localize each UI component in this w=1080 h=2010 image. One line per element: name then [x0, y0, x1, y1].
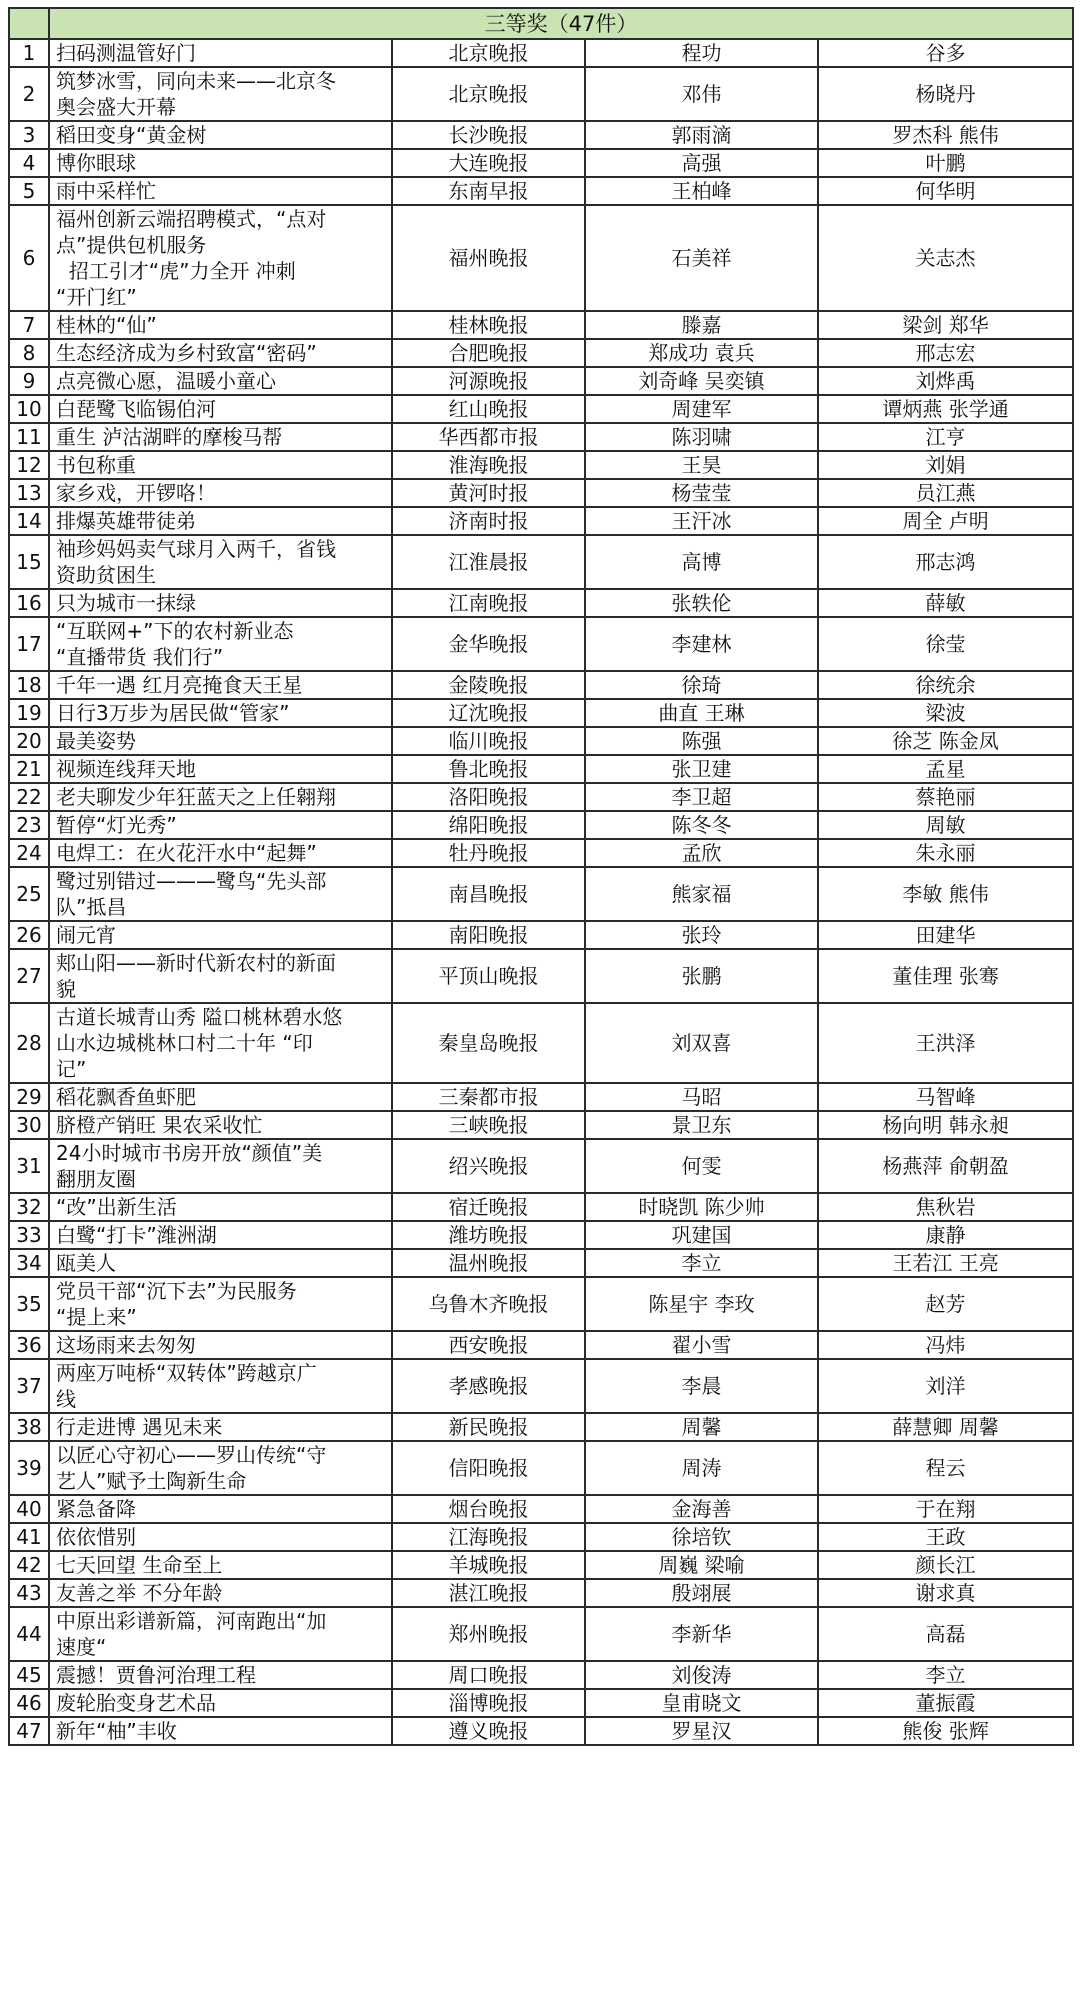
newspaper-name: 三峡晚报 — [392, 1111, 585, 1139]
editor-name: 谷多 — [818, 39, 1073, 67]
work-title: 24小时城市书房开放“颜值”美 翻朋友圈 — [49, 1139, 392, 1193]
table-row — [9, 339, 1073, 367]
author-name: 陈强 — [585, 727, 818, 755]
newspaper-name: 合肥晚报 — [392, 339, 585, 367]
editor-name: 孟星 — [818, 755, 1073, 783]
work-title: 雨中采样忙 — [49, 177, 392, 205]
editor-name: 徐芝 陈金凤 — [818, 727, 1073, 755]
table-row — [9, 949, 1073, 1003]
table-row — [9, 1139, 1073, 1193]
newspaper-name: 金陵晚报 — [392, 671, 585, 699]
author-name: 皇甫晓文 — [585, 1689, 818, 1717]
editor-name: 康静 — [818, 1221, 1073, 1249]
author-name: 罗星汉 — [585, 1717, 818, 1745]
table-row — [9, 1221, 1073, 1249]
editor-name: 杨晓丹 — [818, 67, 1073, 121]
table-row — [9, 1607, 1073, 1661]
row-number: 24 — [9, 839, 49, 867]
work-title: 袖珍妈妈卖气球月入两千，省钱 资助贫困生 — [49, 535, 392, 589]
table-row — [9, 67, 1073, 121]
work-title: 暂停“灯光秀” — [49, 811, 392, 839]
row-number: 44 — [9, 1607, 49, 1661]
award-table — [8, 7, 1074, 1746]
newspaper-name: 华西都市报 — [392, 423, 585, 451]
author-name: 张卫建 — [585, 755, 818, 783]
row-number: 8 — [9, 339, 49, 367]
row-number: 38 — [9, 1413, 49, 1441]
author-name: 杨莹莹 — [585, 479, 818, 507]
author-name: 王汗冰 — [585, 507, 818, 535]
newspaper-name: 淮海晚报 — [392, 451, 585, 479]
work-title: 两座万吨桥“双转体”跨越京广 线 — [49, 1359, 392, 1413]
newspaper-name: 江淮晨报 — [392, 535, 585, 589]
table-row — [9, 1359, 1073, 1413]
work-title: 依依惜别 — [49, 1523, 392, 1551]
work-title: 脐橙产销旺 果农采收忙 — [49, 1111, 392, 1139]
editor-name: 罗杰科 熊伟 — [818, 121, 1073, 149]
author-name: 郭雨滴 — [585, 121, 818, 149]
newspaper-name: 新民晚报 — [392, 1413, 585, 1441]
table-row — [9, 177, 1073, 205]
newspaper-name: 温州晚报 — [392, 1249, 585, 1277]
author-name: 程功 — [585, 39, 818, 67]
work-title: 扫码测温管好门 — [49, 39, 392, 67]
newspaper-name: 平顶山晚报 — [392, 949, 585, 1003]
table-row — [9, 839, 1073, 867]
row-number: 43 — [9, 1579, 49, 1607]
work-title: 党员干部“沉下去”为民服务 “提上来” — [49, 1277, 392, 1331]
work-title: 视频连线拜天地 — [49, 755, 392, 783]
table-row — [9, 423, 1073, 451]
row-number: 13 — [9, 479, 49, 507]
newspaper-name: 长沙晚报 — [392, 121, 585, 149]
work-title: 白琵鹭飞临锡伯河 — [49, 395, 392, 423]
editor-name: 邢志宏 — [818, 339, 1073, 367]
editor-name: 高磊 — [818, 1607, 1073, 1661]
editor-name: 江亨 — [818, 423, 1073, 451]
newspaper-name: 东南早报 — [392, 177, 585, 205]
table-row — [9, 755, 1073, 783]
table-row — [9, 1717, 1073, 1745]
table-row — [9, 727, 1073, 755]
row-number: 28 — [9, 1003, 49, 1083]
row-number: 47 — [9, 1717, 49, 1745]
editor-name: 程云 — [818, 1441, 1073, 1495]
newspaper-name: 江海晚报 — [392, 1523, 585, 1551]
editor-name: 梁剑 郑华 — [818, 311, 1073, 339]
editor-name: 李立 — [818, 1661, 1073, 1689]
author-name: 陈羽啸 — [585, 423, 818, 451]
author-name: 周建军 — [585, 395, 818, 423]
editor-name: 杨向明 韩永昶 — [818, 1111, 1073, 1139]
work-title: 博你眼球 — [49, 149, 392, 177]
newspaper-name: 孝感晚报 — [392, 1359, 585, 1413]
table-row — [9, 451, 1073, 479]
work-title: 闹元宵 — [49, 921, 392, 949]
editor-name: 关志杰 — [818, 205, 1073, 311]
work-title: 友善之举 不分年龄 — [49, 1579, 392, 1607]
award-table-body — [9, 8, 1073, 1745]
newspaper-name: 北京晚报 — [392, 39, 585, 67]
table-row — [9, 395, 1073, 423]
row-number: 34 — [9, 1249, 49, 1277]
editor-name: 王洪泽 — [818, 1003, 1073, 1083]
editor-name: 叶鹏 — [818, 149, 1073, 177]
row-number: 39 — [9, 1441, 49, 1495]
work-title: 筑梦冰雪，同向未来——北京冬 奥会盛大开幕 — [49, 67, 392, 121]
author-name: 张轶伦 — [585, 589, 818, 617]
author-name: 景卫东 — [585, 1111, 818, 1139]
editor-name: 刘洋 — [818, 1359, 1073, 1413]
row-number: 46 — [9, 1689, 49, 1717]
editor-name: 薛敏 — [818, 589, 1073, 617]
newspaper-name: 南阳晚报 — [392, 921, 585, 949]
table-row — [9, 1551, 1073, 1579]
author-name: 陈星宇 李玫 — [585, 1277, 818, 1331]
newspaper-name: 潍坊晚报 — [392, 1221, 585, 1249]
row-number: 45 — [9, 1661, 49, 1689]
table-row — [9, 783, 1073, 811]
author-name: 马昭 — [585, 1083, 818, 1111]
editor-name: 于在翔 — [818, 1495, 1073, 1523]
work-title: 老夫聊发少年狂蓝天之上任翱翔 — [49, 783, 392, 811]
newspaper-name: 绵阳晚报 — [392, 811, 585, 839]
author-name: 周巍 梁喻 — [585, 1551, 818, 1579]
table-row — [9, 1111, 1073, 1139]
newspaper-name: 周口晚报 — [392, 1661, 585, 1689]
editor-name: 颜长江 — [818, 1551, 1073, 1579]
work-title: 重生 泸沽湖畔的摩梭马帮 — [49, 423, 392, 451]
table-row — [9, 1277, 1073, 1331]
table-row — [9, 811, 1073, 839]
author-name: 翟小雪 — [585, 1331, 818, 1359]
row-number: 11 — [9, 423, 49, 451]
author-name: 孟欣 — [585, 839, 818, 867]
newspaper-name: 秦皇岛晚报 — [392, 1003, 585, 1083]
editor-name: 薛慧卿 周馨 — [818, 1413, 1073, 1441]
newspaper-name: 金华晚报 — [392, 617, 585, 671]
newspaper-name: 羊城晚报 — [392, 1551, 585, 1579]
table-row — [9, 1003, 1073, 1083]
row-number: 42 — [9, 1551, 49, 1579]
work-title: 最美姿势 — [49, 727, 392, 755]
row-number: 25 — [9, 867, 49, 921]
editor-name: 周敏 — [818, 811, 1073, 839]
author-name: 王柏峰 — [585, 177, 818, 205]
newspaper-name: 绍兴晚报 — [392, 1139, 585, 1193]
author-name: 刘奇峰 吴奕镇 — [585, 367, 818, 395]
newspaper-name: 辽沈晚报 — [392, 699, 585, 727]
work-title: 白鹭“打卡”潍洲湖 — [49, 1221, 392, 1249]
table-row — [9, 1441, 1073, 1495]
newspaper-name: 北京晚报 — [392, 67, 585, 121]
work-title: 日行3万步为居民做“管家” — [49, 699, 392, 727]
table-row — [9, 1689, 1073, 1717]
author-name: 石美祥 — [585, 205, 818, 311]
newspaper-name: 桂林晚报 — [392, 311, 585, 339]
work-title: 点亮微心愿，温暖小童心 — [49, 367, 392, 395]
row-number: 30 — [9, 1111, 49, 1139]
work-title: 稻花飘香鱼虾肥 — [49, 1083, 392, 1111]
row-number: 26 — [9, 921, 49, 949]
author-name: 刘俊涛 — [585, 1661, 818, 1689]
table-row — [9, 699, 1073, 727]
editor-name: 李敏 熊伟 — [818, 867, 1073, 921]
editor-name: 杨燕萍 俞朝盈 — [818, 1139, 1073, 1193]
editor-name: 熊俊 张辉 — [818, 1717, 1073, 1745]
row-number: 32 — [9, 1193, 49, 1221]
newspaper-name: 西安晚报 — [392, 1331, 585, 1359]
newspaper-name: 河源晚报 — [392, 367, 585, 395]
author-name: 李新华 — [585, 1607, 818, 1661]
table-row — [9, 921, 1073, 949]
newspaper-name: 宿迁晚报 — [392, 1193, 585, 1221]
table-row — [9, 617, 1073, 671]
work-title: 只为城市一抹绿 — [49, 589, 392, 617]
row-number: 22 — [9, 783, 49, 811]
author-name: 周馨 — [585, 1413, 818, 1441]
author-name: 曲直 王琳 — [585, 699, 818, 727]
row-number: 41 — [9, 1523, 49, 1551]
row-number: 17 — [9, 617, 49, 671]
table-row — [9, 367, 1073, 395]
row-number: 14 — [9, 507, 49, 535]
author-name: 高博 — [585, 535, 818, 589]
editor-name: 谭炳燕 张学通 — [818, 395, 1073, 423]
work-title: 中原出彩谱新篇，河南跑出“加 速度“ — [49, 1607, 392, 1661]
row-number: 23 — [9, 811, 49, 839]
table-row — [9, 589, 1073, 617]
author-name: 高强 — [585, 149, 818, 177]
work-title: 以匠心守初心——罗山传统“守 艺人”赋予土陶新生命 — [49, 1441, 392, 1495]
editor-name: 梁波 — [818, 699, 1073, 727]
table-row — [9, 867, 1073, 921]
newspaper-name: 济南时报 — [392, 507, 585, 535]
row-number: 10 — [9, 395, 49, 423]
row-number: 33 — [9, 1221, 49, 1249]
author-name: 金海善 — [585, 1495, 818, 1523]
editor-name: 徐莹 — [818, 617, 1073, 671]
work-title: 千年一遇 红月亮掩食天王星 — [49, 671, 392, 699]
editor-name: 刘烨禹 — [818, 367, 1073, 395]
work-title: 家乡戏，开锣咯！ — [49, 479, 392, 507]
row-number: 16 — [9, 589, 49, 617]
header-corner-cell — [9, 8, 49, 39]
row-number: 9 — [9, 367, 49, 395]
newspaper-name: 南昌晚报 — [392, 867, 585, 921]
work-title: “互联网+”下的农村新业态 “直播带货 我们行” — [49, 617, 392, 671]
author-name: 周涛 — [585, 1441, 818, 1495]
table-row — [9, 1193, 1073, 1221]
author-name: 李晨 — [585, 1359, 818, 1413]
newspaper-name: 遵义晚报 — [392, 1717, 585, 1745]
newspaper-name: 乌鲁木齐晚报 — [392, 1277, 585, 1331]
work-title: 生态经济成为乡村致富“密码” — [49, 339, 392, 367]
work-title: 七天回望 生命至上 — [49, 1551, 392, 1579]
author-name: 邓伟 — [585, 67, 818, 121]
newspaper-name: 洛阳晚报 — [392, 783, 585, 811]
author-name: 殷翊展 — [585, 1579, 818, 1607]
newspaper-name: 鲁北晚报 — [392, 755, 585, 783]
author-name: 张鹏 — [585, 949, 818, 1003]
row-number: 20 — [9, 727, 49, 755]
table-heading: 三等奖（47件） — [49, 8, 1073, 39]
newspaper-name: 福州晚报 — [392, 205, 585, 311]
work-title: 排爆英雄带徒弟 — [49, 507, 392, 535]
editor-name: 马智峰 — [818, 1083, 1073, 1111]
table-row — [9, 507, 1073, 535]
newspaper-name: 烟台晚报 — [392, 1495, 585, 1523]
table-row — [9, 535, 1073, 589]
author-name: 李卫超 — [585, 783, 818, 811]
row-number: 21 — [9, 755, 49, 783]
work-title: 瓯美人 — [49, 1249, 392, 1277]
author-name: 王昊 — [585, 451, 818, 479]
editor-name: 邢志鸿 — [818, 535, 1073, 589]
table-row — [9, 1083, 1073, 1111]
header-row — [9, 8, 1073, 39]
editor-name: 冯炜 — [818, 1331, 1073, 1359]
author-name: 刘双喜 — [585, 1003, 818, 1083]
table-row — [9, 311, 1073, 339]
newspaper-name: 大连晚报 — [392, 149, 585, 177]
newspaper-name: 淄博晚报 — [392, 1689, 585, 1717]
author-name: 熊家福 — [585, 867, 818, 921]
table-row — [9, 205, 1073, 311]
editor-name: 蔡艳丽 — [818, 783, 1073, 811]
row-number: 15 — [9, 535, 49, 589]
author-name: 滕嘉 — [585, 311, 818, 339]
editor-name: 王政 — [818, 1523, 1073, 1551]
row-number: 29 — [9, 1083, 49, 1111]
work-title: 这场雨来去匆匆 — [49, 1331, 392, 1359]
author-name: 李建林 — [585, 617, 818, 671]
row-number: 18 — [9, 671, 49, 699]
work-title: 震撼！贾鲁河治理工程 — [49, 1661, 392, 1689]
table-row — [9, 1413, 1073, 1441]
work-title: 电焊工：在火花汗水中“起舞” — [49, 839, 392, 867]
work-title: 书包称重 — [49, 451, 392, 479]
author-name: 李立 — [585, 1249, 818, 1277]
table-row — [9, 1249, 1073, 1277]
row-number: 5 — [9, 177, 49, 205]
table-row — [9, 121, 1073, 149]
row-number: 6 — [9, 205, 49, 311]
row-number: 19 — [9, 699, 49, 727]
row-number: 7 — [9, 311, 49, 339]
editor-name: 谢求真 — [818, 1579, 1073, 1607]
row-number: 36 — [9, 1331, 49, 1359]
work-title: 福州创新云端招聘模式，“点对 点”提供包机服务 招工引才“虎”力全开 冲刺 “开门红” — [49, 205, 392, 311]
table-row — [9, 1331, 1073, 1359]
editor-name: 董振霞 — [818, 1689, 1073, 1717]
editor-name: 田建华 — [818, 921, 1073, 949]
author-name: 徐琦 — [585, 671, 818, 699]
table-row — [9, 1579, 1073, 1607]
editor-name: 焦秋岩 — [818, 1193, 1073, 1221]
author-name: 何雯 — [585, 1139, 818, 1193]
row-number: 12 — [9, 451, 49, 479]
editor-name: 何华明 — [818, 177, 1073, 205]
editor-name: 赵芳 — [818, 1277, 1073, 1331]
newspaper-name: 郑州晚报 — [392, 1607, 585, 1661]
newspaper-name: 三秦都市报 — [392, 1083, 585, 1111]
work-title: “改”出新生活 — [49, 1193, 392, 1221]
author-name: 时晓凯 陈少帅 — [585, 1193, 818, 1221]
table-row — [9, 39, 1073, 67]
newspaper-name: 黄河时报 — [392, 479, 585, 507]
row-number: 3 — [9, 121, 49, 149]
work-title: 郏山阳——新时代新农村的新面 貌 — [49, 949, 392, 1003]
row-number: 31 — [9, 1139, 49, 1193]
row-number: 27 — [9, 949, 49, 1003]
row-number: 40 — [9, 1495, 49, 1523]
table-row — [9, 149, 1073, 177]
work-title: 稻田变身“黄金树 — [49, 121, 392, 149]
table-row — [9, 1661, 1073, 1689]
row-number: 35 — [9, 1277, 49, 1331]
editor-name: 员江燕 — [818, 479, 1073, 507]
row-number: 4 — [9, 149, 49, 177]
newspaper-name: 江南晚报 — [392, 589, 585, 617]
editor-name: 董佳理 张骞 — [818, 949, 1073, 1003]
newspaper-name: 湛江晚报 — [392, 1579, 585, 1607]
editor-name: 徐统余 — [818, 671, 1073, 699]
newspaper-name: 临川晚报 — [392, 727, 585, 755]
work-title: 行走进博 遇见未来 — [49, 1413, 392, 1441]
work-title: 桂林的“仙” — [49, 311, 392, 339]
work-title: 紧急备降 — [49, 1495, 392, 1523]
table-row — [9, 1495, 1073, 1523]
row-number: 2 — [9, 67, 49, 121]
table-row — [9, 671, 1073, 699]
work-title: 废轮胎变身艺术品 — [49, 1689, 392, 1717]
newspaper-name: 牡丹晚报 — [392, 839, 585, 867]
work-title: 鹭过别错过———鹭鸟“先头部 队”抵昌 — [49, 867, 392, 921]
author-name: 徐培钦 — [585, 1523, 818, 1551]
newspaper-name: 红山晚报 — [392, 395, 585, 423]
work-title: 新年“柚”丰收 — [49, 1717, 392, 1745]
editor-name: 王若江 王亮 — [818, 1249, 1073, 1277]
editor-name: 朱永丽 — [818, 839, 1073, 867]
editor-name: 刘娟 — [818, 451, 1073, 479]
editor-name: 周全 卢明 — [818, 507, 1073, 535]
work-title: 古道长城青山秀 隘口桃林碧水悠 山水边城桃林口村二十年 “印 记” — [49, 1003, 392, 1083]
newspaper-name: 信阳晚报 — [392, 1441, 585, 1495]
author-name: 陈冬冬 — [585, 811, 818, 839]
table-row — [9, 479, 1073, 507]
author-name: 张玲 — [585, 921, 818, 949]
row-number: 1 — [9, 39, 49, 67]
author-name: 郑成功 袁兵 — [585, 339, 818, 367]
row-number: 37 — [9, 1359, 49, 1413]
table-row — [9, 1523, 1073, 1551]
author-name: 巩建国 — [585, 1221, 818, 1249]
